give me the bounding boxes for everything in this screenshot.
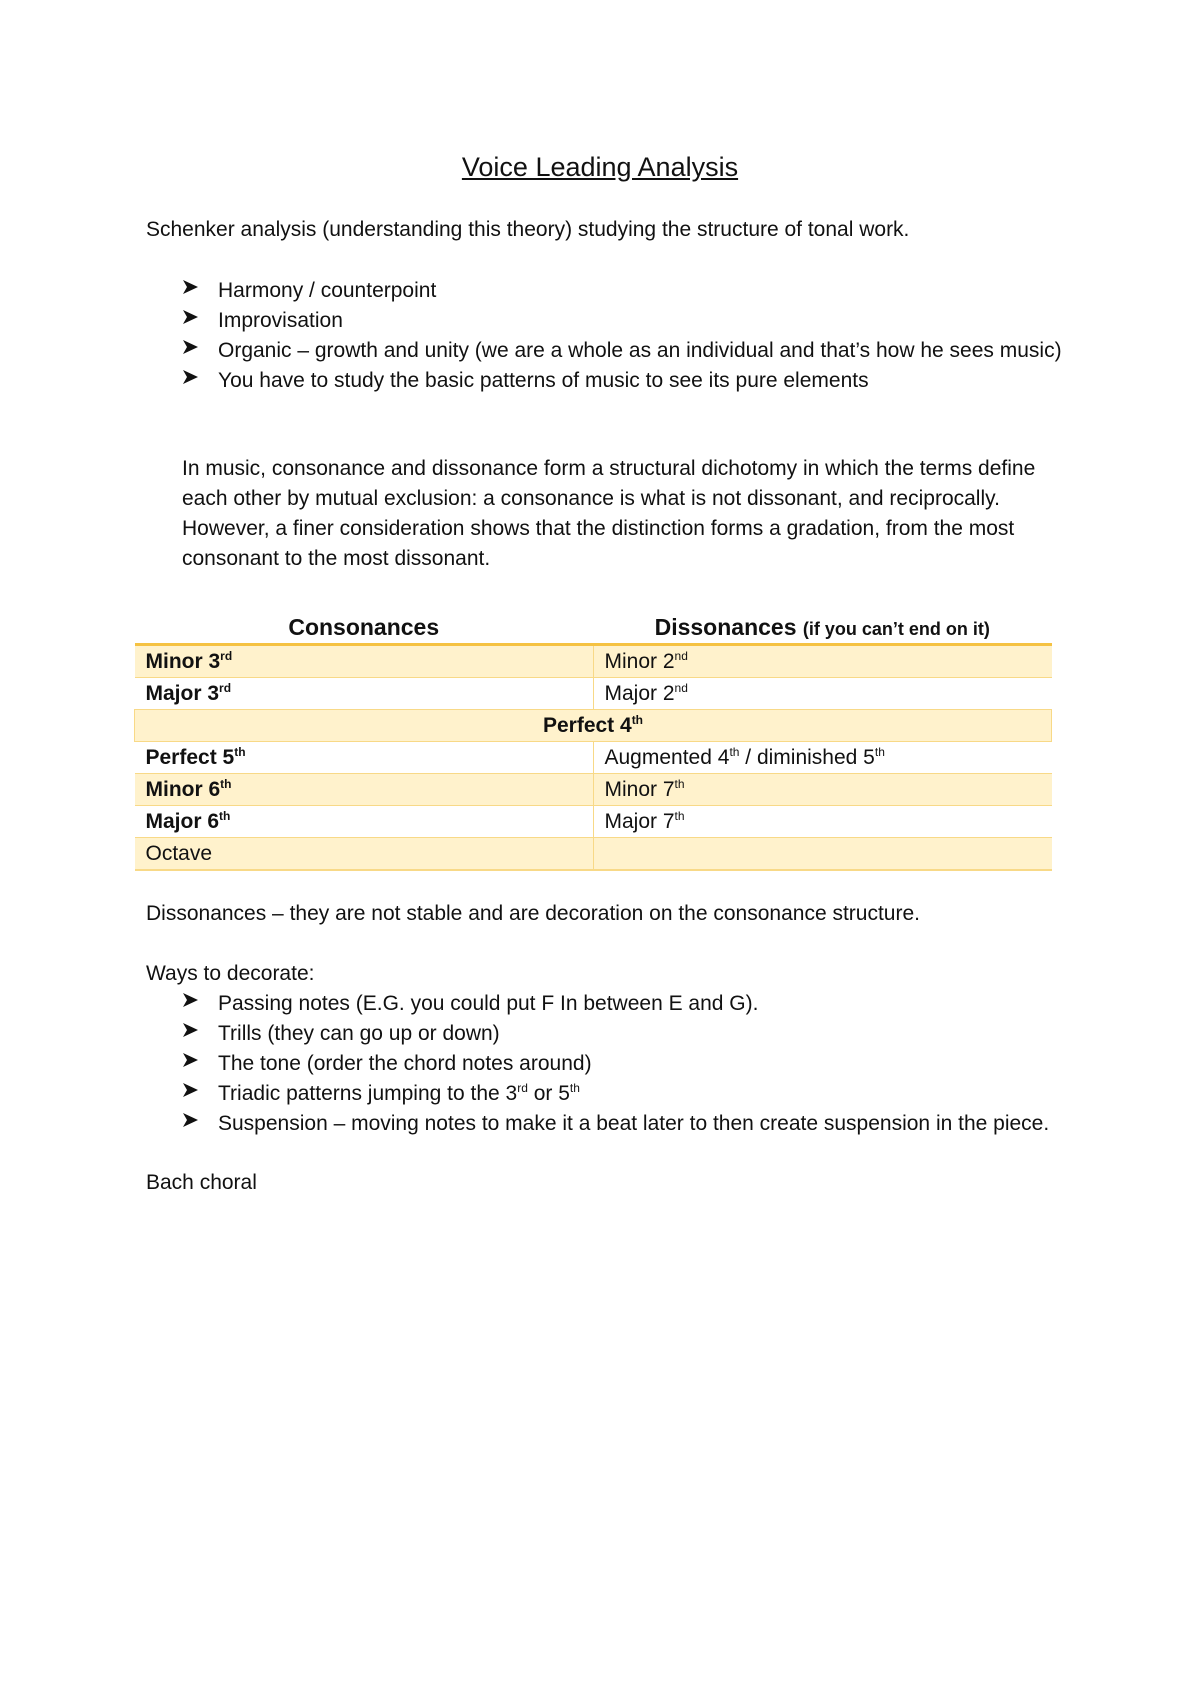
ordinal-suffix: nd: [674, 680, 688, 695]
cell-text: Minor 6: [145, 777, 221, 801]
arrowhead-bullet-icon: [182, 366, 206, 396]
cell-text: Major 7: [604, 809, 675, 833]
cell-text: Augmented 4: [604, 745, 730, 769]
list-item-text: Trills (they can go up or down): [218, 1022, 500, 1045]
list-item: [182, 1049, 1062, 1079]
ordinal-suffix: th: [219, 808, 231, 823]
table-row: [135, 774, 1052, 806]
consonance-cell: [135, 774, 594, 806]
list-item-text: Harmony / counterpoint: [218, 279, 437, 302]
closing-line: Bach choral: [146, 1171, 257, 1194]
ordinal-suffix: rd: [219, 680, 232, 695]
dichotomy-paragraph: In music, consonance and dissonance form a structural dichotomy in which the terms define each other by mutual exclusion: a consonance is what is not dissonant, and reciprocally. However, a finer consideration shows that the distinction forms a gradation, from the most consonant to the most dissonant.: [182, 457, 1036, 570]
header-dissonances: [593, 611, 1052, 645]
arrowhead-bullet-icon: [182, 1109, 206, 1139]
cell-text: Octave: [145, 841, 213, 865]
bullet-list-topics: [182, 276, 1062, 396]
intro-paragraph: Schenker analysis (understanding this theory) studying the structure of tonal work.: [146, 218, 910, 241]
dissonance-cell: [593, 806, 1052, 838]
cell-text: Minor 2: [604, 649, 675, 673]
arrowhead-bullet-icon: [182, 1079, 206, 1109]
list-item-text: or 5: [527, 1082, 570, 1105]
dissonance-cell: [593, 645, 1052, 678]
arrowhead-bullet-icon: [182, 306, 206, 336]
table-row: [135, 742, 1052, 774]
table-row: [135, 806, 1052, 838]
list-item: [182, 336, 1062, 366]
list-item: [182, 366, 1062, 396]
consonance-cell: [135, 678, 594, 710]
ordinal-suffix: th: [569, 1081, 580, 1095]
bullet-list-decorations: [182, 989, 1062, 1139]
list-item: [182, 1109, 1062, 1139]
ordinal-suffix: th: [234, 744, 246, 759]
table-row: [135, 645, 1052, 678]
arrowhead-bullet-icon: [182, 336, 206, 366]
page-title: Voice Leading Analysis: [461, 152, 739, 182]
dissonance-cell: [593, 678, 1052, 710]
ordinal-suffix: th: [631, 712, 644, 727]
consonance-cell: [135, 645, 594, 678]
cell-text: Major 6: [145, 809, 220, 833]
ordinal-suffix: th: [729, 744, 740, 759]
arrowhead-bullet-icon: [182, 989, 206, 1019]
arrowhead-bullet-icon: [182, 1049, 206, 1079]
intervals-table: [134, 611, 1052, 871]
dissonance-cell: [593, 774, 1052, 806]
cell-text: Perfect 5: [145, 745, 235, 769]
ordinal-suffix: rd: [220, 648, 233, 663]
list-item-text: The tone (order the chord notes around): [218, 1052, 592, 1075]
cell-text: Perfect 4: [542, 713, 632, 737]
list-item-text: Triadic patterns jumping to the 3: [218, 1082, 518, 1105]
list-item-text: Organic – growth and unity (we are a whole as an individual and that’s how he sees music): [218, 339, 1062, 362]
header-consonances: Consonances: [135, 611, 594, 645]
consonance-cell: [135, 806, 594, 838]
header-dissonances-note: (if you can’t end on it): [802, 618, 990, 639]
ordinal-suffix: rd: [517, 1081, 528, 1095]
merged-cell-perfect-fourth: [135, 710, 1052, 742]
list-item: [182, 989, 1062, 1019]
dissonance-cell: [593, 742, 1052, 774]
cell-text: Minor 7: [604, 777, 675, 801]
ordinal-suffix: th: [220, 776, 232, 791]
cell-text: / diminished 5: [739, 745, 875, 769]
ordinal-suffix: th: [674, 808, 685, 823]
table-row: [135, 710, 1052, 742]
ordinal-suffix: th: [674, 776, 685, 791]
cell-text: Minor 3: [145, 649, 221, 673]
dissonances-paragraph: Dissonances – they are not stable and are decoration on the consonance structure.: [146, 902, 920, 925]
header-dissonances-label: Dissonances: [654, 613, 797, 640]
dissonance-cell: [593, 838, 1052, 871]
list-item: [182, 276, 1062, 306]
ordinal-suffix: nd: [674, 648, 688, 663]
list-item: [182, 1019, 1062, 1049]
arrowhead-bullet-icon: [182, 276, 206, 306]
list-item-text: Suspension – moving notes to make it a beat later to then create suspension in the piece.: [218, 1112, 1050, 1135]
cell-text: Major 3: [145, 681, 220, 705]
list-item-text: You have to study the basic patterns of music to see its pure elements: [218, 369, 869, 392]
ways-heading: Ways to decorate:: [146, 962, 315, 985]
consonance-cell: [135, 742, 594, 774]
list-item-text: Passing notes (E.G. you could put F In between E and G).: [218, 992, 759, 1015]
table-row: [135, 838, 1052, 871]
list-item: [182, 1079, 1062, 1109]
ordinal-suffix: th: [874, 744, 885, 759]
table-row: [135, 678, 1052, 710]
arrowhead-bullet-icon: [182, 1019, 206, 1049]
list-item-text: Improvisation: [218, 309, 343, 332]
list-item: [182, 306, 1062, 336]
table-header-row: [135, 611, 1052, 645]
cell-text: Major 2: [604, 681, 675, 705]
consonance-cell: [135, 838, 594, 871]
